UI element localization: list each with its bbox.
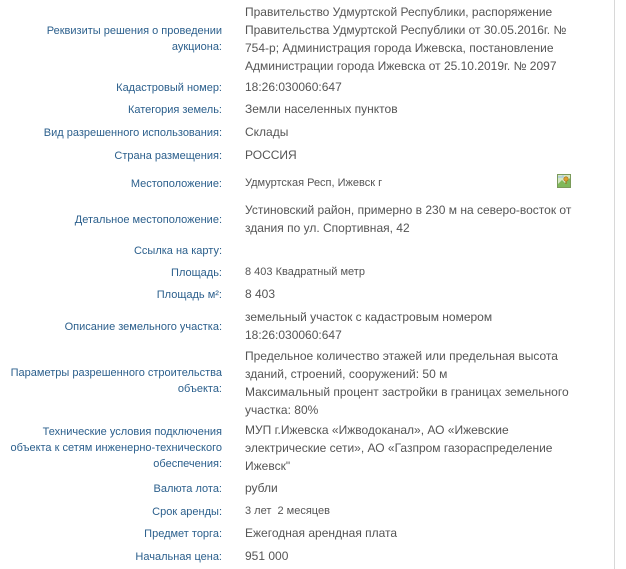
row-label: Описание земельного участка: bbox=[64, 321, 222, 333]
row-label: Площадь: bbox=[171, 267, 222, 279]
row-value: Земли населенных пунктов bbox=[245, 102, 398, 116]
row-label: Параметры разрешенного строительства объекта: bbox=[10, 367, 222, 395]
row-value: Склады bbox=[245, 125, 289, 139]
row-label: Начальная цена: bbox=[135, 551, 222, 563]
row-value: Удмуртская Респ, Ижевск г bbox=[245, 177, 383, 189]
row-value: 18:26:030060:647 bbox=[245, 80, 342, 94]
row-value: 8 403 Квадратный метр bbox=[245, 266, 365, 278]
row-label: Валюта лота: bbox=[153, 483, 222, 495]
row-value: рубли bbox=[245, 481, 278, 495]
row-label: Предмет торга: bbox=[144, 528, 222, 540]
row-value: Правительство Удмуртской Республики, распоряжение Правительства Удмуртской Республики от 30.05.2016г. № 754-р; Администрация города Ижевска, постановление Администрации города Ижевска от 25.10.2019г. № 2097 bbox=[245, 5, 567, 73]
row-value: 951 000 bbox=[245, 549, 289, 563]
row-value: РОССИЯ bbox=[245, 148, 297, 162]
row-label: Детальное местоположение: bbox=[74, 214, 222, 226]
row-label: Кадастровый номер: bbox=[116, 82, 222, 94]
map-location-icon[interactable] bbox=[557, 174, 571, 188]
row-value: Устиновский район, примерно в 230 м на северо-восток от здания по ул. Спортивная, 42 bbox=[245, 203, 572, 235]
row-value: 8 403 bbox=[245, 287, 276, 301]
row-value: МУП г.Ижевска «Ижводоканал», АО «Ижевские электрические сети», АО «Газпром газораспределение Ижевск" bbox=[245, 423, 553, 473]
row-label: Реквизиты решения о проведении аукциона: bbox=[46, 25, 222, 53]
row-value: земельный участок с кадастровым номером 18:26:030060:647 bbox=[245, 310, 493, 342]
row-label: Местоположение: bbox=[130, 178, 222, 190]
row-value: Ежегодная арендная плата bbox=[245, 526, 398, 540]
row-label: Технические условия подключения объекта к сетям инженерно-технического обеспечения: bbox=[10, 426, 222, 470]
row-label: Площадь м²: bbox=[156, 289, 222, 301]
row-value: 3 лет 2 месяцев bbox=[245, 505, 330, 517]
row-label: Вид разрешенного использования: bbox=[43, 127, 222, 139]
row-label: Ссылка на карту: bbox=[133, 245, 222, 257]
row-label: Категория земель: bbox=[127, 104, 222, 116]
row-label: Страна размещения: bbox=[114, 150, 222, 162]
row-label: Срок аренды: bbox=[152, 506, 222, 518]
row-value: Предельное количество этажей или предельная высота зданий, строений, сооружений: 50 м Максимальный процент застройки в границах земельного участка: 80% bbox=[245, 349, 569, 417]
